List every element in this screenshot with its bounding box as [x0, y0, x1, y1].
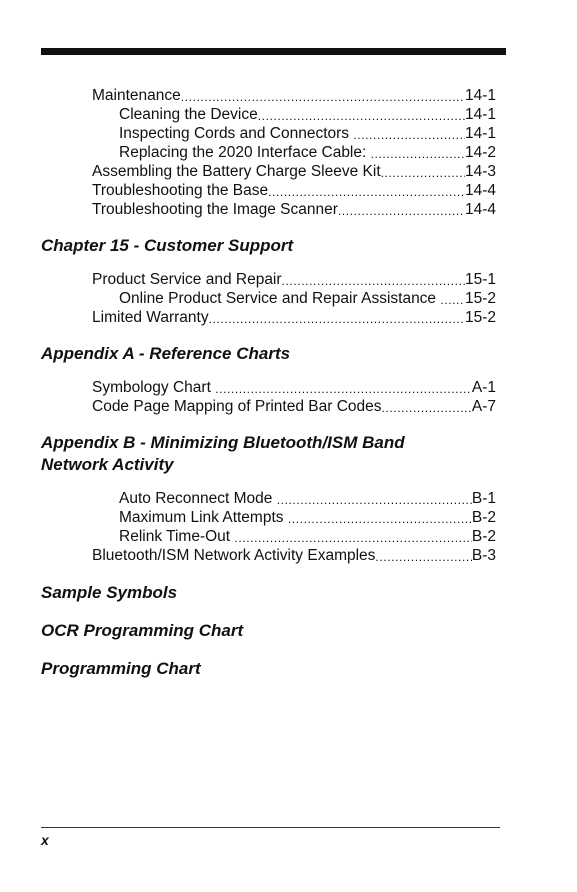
toc-entry-page: 14-1: [464, 106, 496, 123]
dot-leader: [353, 127, 465, 143]
dot-leader: [181, 89, 465, 105]
dot-leader: [375, 549, 471, 565]
dot-leader: [381, 165, 465, 181]
toc-entry-title: Replacing the 2020 Interface Cable:: [119, 144, 371, 161]
toc-entry[interactable]: [92, 181, 496, 200]
toc-entry[interactable]: [119, 508, 496, 527]
toc-entry-page: A-7: [471, 398, 496, 415]
toc-entry-title: Code Page Mapping of Printed Bar Codes: [92, 398, 382, 415]
toc-entry[interactable]: [92, 308, 496, 327]
section-heading-sample-symbols[interactable]: Sample Symbols: [41, 583, 178, 602]
toc-entry-title: Relink Time-Out: [119, 528, 235, 545]
toc-entry[interactable]: [119, 105, 496, 124]
toc-entry-title: Assembling the Battery Charge Sleeve Kit: [92, 163, 381, 180]
toc-entry[interactable]: [92, 397, 496, 416]
toc-entry-page: A-1: [471, 379, 496, 396]
toc-entry-page: 15-2: [464, 290, 496, 307]
toc-entry[interactable]: [92, 378, 496, 397]
appendix-heading-line: Network Activity: [41, 455, 174, 474]
toc-entry-title: Product Service and Repair: [92, 271, 282, 288]
toc-entry-title: Bluetooth/ISM Network Activity Examples: [92, 547, 376, 564]
toc-entry-title: Limited Warranty: [92, 309, 209, 326]
toc-entry-title: Auto Reconnect Mode: [119, 490, 277, 507]
toc-entry-title: Troubleshooting the Base: [92, 182, 269, 199]
dot-leader: [209, 311, 465, 327]
dot-leader: [282, 273, 465, 289]
appendix-heading[interactable]: Appendix A - Reference Charts: [41, 344, 291, 363]
toc-entry-title: Maximum Link Attempts: [119, 509, 288, 526]
dot-leader: [440, 292, 465, 308]
dot-leader: [382, 400, 472, 416]
toc-entry[interactable]: [92, 270, 496, 289]
appendix-heading[interactable]: [41, 432, 511, 476]
toc-entry-title: Online Product Service and Repair Assistance: [119, 290, 441, 307]
toc-entry-page: 15-1: [464, 271, 496, 288]
chapter-heading[interactable]: Chapter 15 - Customer Support: [41, 236, 294, 255]
toc-entry-page: B-1: [471, 490, 496, 507]
page-number: x: [41, 832, 49, 848]
toc-entry-title: Troubleshooting the Image Scanner: [92, 201, 338, 218]
toc-entry[interactable]: [92, 86, 496, 105]
toc-entry[interactable]: [92, 200, 496, 219]
section-heading-programming-chart[interactable]: Programming Chart: [41, 659, 201, 678]
toc-entry-page: 14-1: [464, 125, 496, 142]
dot-leader: [371, 146, 465, 162]
toc-entry[interactable]: [119, 527, 496, 546]
table-of-contents: [0, 86, 577, 680]
toc-entry-page: 14-4: [464, 201, 496, 218]
toc-entry-page: B-2: [471, 528, 496, 545]
toc-entry[interactable]: [119, 489, 496, 508]
dot-leader: [258, 108, 465, 124]
toc-entry-page: 14-1: [464, 87, 496, 104]
toc-entry[interactable]: [119, 143, 496, 162]
toc-entry-title: Maintenance: [92, 87, 181, 104]
toc-entry[interactable]: [92, 546, 496, 565]
toc-entry-page: 14-4: [464, 182, 496, 199]
dot-leader: [288, 511, 472, 527]
toc-entry-title: Symbology Chart: [92, 379, 216, 396]
toc-entry-page: B-2: [471, 509, 496, 526]
dot-leader: [338, 203, 465, 219]
toc-entry[interactable]: [119, 124, 496, 143]
dot-leader: [268, 184, 465, 200]
toc-entry-page: 14-3: [464, 163, 496, 180]
dot-leader: [215, 381, 472, 397]
toc-entry[interactable]: [92, 162, 496, 181]
section-heading-ocr-programming-chart[interactable]: OCR Programming Chart: [41, 621, 244, 640]
toc-entry-page: B-3: [471, 547, 496, 564]
dot-leader: [277, 492, 472, 508]
toc-entry-title: Cleaning the Device: [119, 106, 258, 123]
dot-leader: [234, 530, 471, 546]
toc-entry-page: 14-2: [464, 144, 496, 161]
toc-entry[interactable]: [119, 289, 496, 308]
header-rule: [41, 48, 506, 55]
toc-entry-title: Inspecting Cords and Connectors: [119, 125, 354, 142]
toc-entry-page: 15-2: [464, 309, 496, 326]
footer-rule: [41, 827, 500, 828]
appendix-heading-line: Appendix B - Minimizing Bluetooth/ISM Band: [41, 433, 405, 452]
